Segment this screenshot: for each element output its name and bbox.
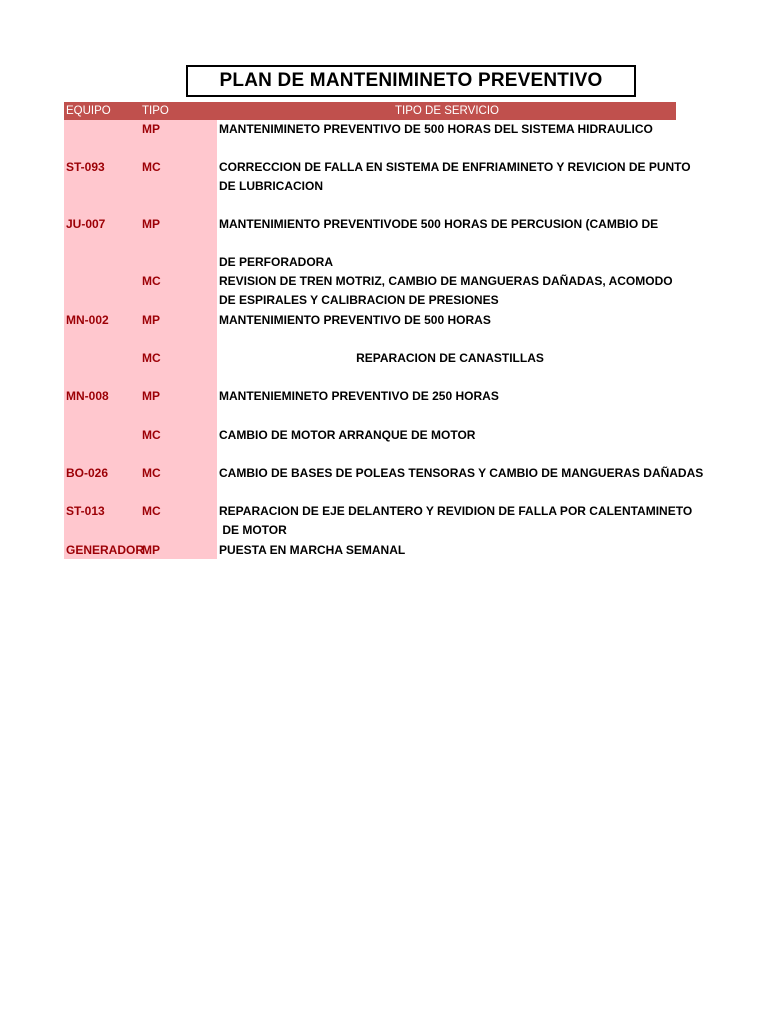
row-8-servicio-line-0: CAMBIO DE BASES DE POLEAS TENSORAS Y CAMBIO DE MANGUERAS DAÑADAS (219, 466, 704, 480)
row-1-equipo: ST-093 (66, 160, 105, 174)
row-9-equipo: ST-013 (66, 504, 105, 518)
row-4-tipo: MP (142, 313, 160, 327)
row-8-equipo: BO-026 (66, 466, 109, 480)
row-5-servicio-line-0: REPARACION DE CANASTILLAS (356, 351, 544, 365)
header-tipo: TIPO (142, 105, 169, 117)
row-7-tipo: MC (142, 428, 161, 442)
row-8-tipo: MC (142, 466, 161, 480)
row-6-equipo: MN-008 (66, 389, 109, 403)
row-9-servicio-line-1: DE MOTOR (219, 523, 287, 537)
row-10-equipo: GENERADOR (66, 543, 145, 557)
row-2-servicio-line-0: MANTENIMIENTO PREVENTIVODE 500 HORAS DE PERCUSION (CAMBIO DE (219, 217, 659, 231)
row-1-servicio-line-0: CORRECCION DE FALLA EN SISTEMA DE ENFRIAMINETO Y REVICION DE PUNTO (219, 160, 691, 174)
row-6-tipo: MP (142, 389, 160, 403)
page-title: PLAN DE MANTENIMINETO PREVENTIVO (186, 65, 636, 97)
row-2-tipo: MP (142, 217, 160, 231)
row-7-servicio-line-0: CAMBIO DE MOTOR ARRANQUE DE MOTOR (219, 428, 476, 442)
row-5-tipo: MC (142, 351, 161, 365)
row-1-servicio-line-1: DE LUBRICACION (219, 179, 323, 193)
row-10-servicio-line-0: PUESTA EN MARCHA SEMANAL (219, 543, 406, 557)
row-10-tipo: MP (142, 543, 160, 557)
row-3-tipo: MC (142, 274, 161, 288)
row-2-servicio-line-1: DE PERFORADORA (219, 255, 334, 269)
row-9-servicio-line-0: REPARACION DE EJE DELANTERO Y REVIDION DE FALLA POR CALENTAMINETO (219, 504, 693, 518)
row-6-servicio-line-0: MANTENIEMINETO PREVENTIVO DE 250 HORAS (219, 389, 499, 403)
row-4-equipo: MN-002 (66, 313, 109, 327)
row-3-servicio-line-1: DE ESPIRALES Y CALIBRACION DE PRESIONES (219, 293, 499, 307)
header-tipo-de-servicio: TIPO DE SERVICIO (395, 105, 499, 117)
highlighted-columns (64, 120, 217, 559)
row-0-servicio-line-0: MANTENIMINETO PREVENTIVO DE 500 HORAS DEL SISTEMA HIDRAULICO (219, 122, 653, 136)
row-9-tipo: MC (142, 504, 161, 518)
row-1-tipo: MC (142, 160, 161, 174)
row-3-servicio-line-0: REVISION DE TREN MOTRIZ, CAMBIO DE MANGUERAS DAÑADAS, ACOMODO (219, 274, 673, 288)
row-4-servicio-line-0: MANTENIMIENTO PREVENTIVO DE 500 HORAS (219, 313, 491, 327)
row-2-equipo: JU-007 (66, 217, 106, 231)
header-equipo: EQUIPO (66, 105, 111, 117)
table-header (64, 102, 676, 120)
row-0-tipo: MP (142, 122, 160, 136)
